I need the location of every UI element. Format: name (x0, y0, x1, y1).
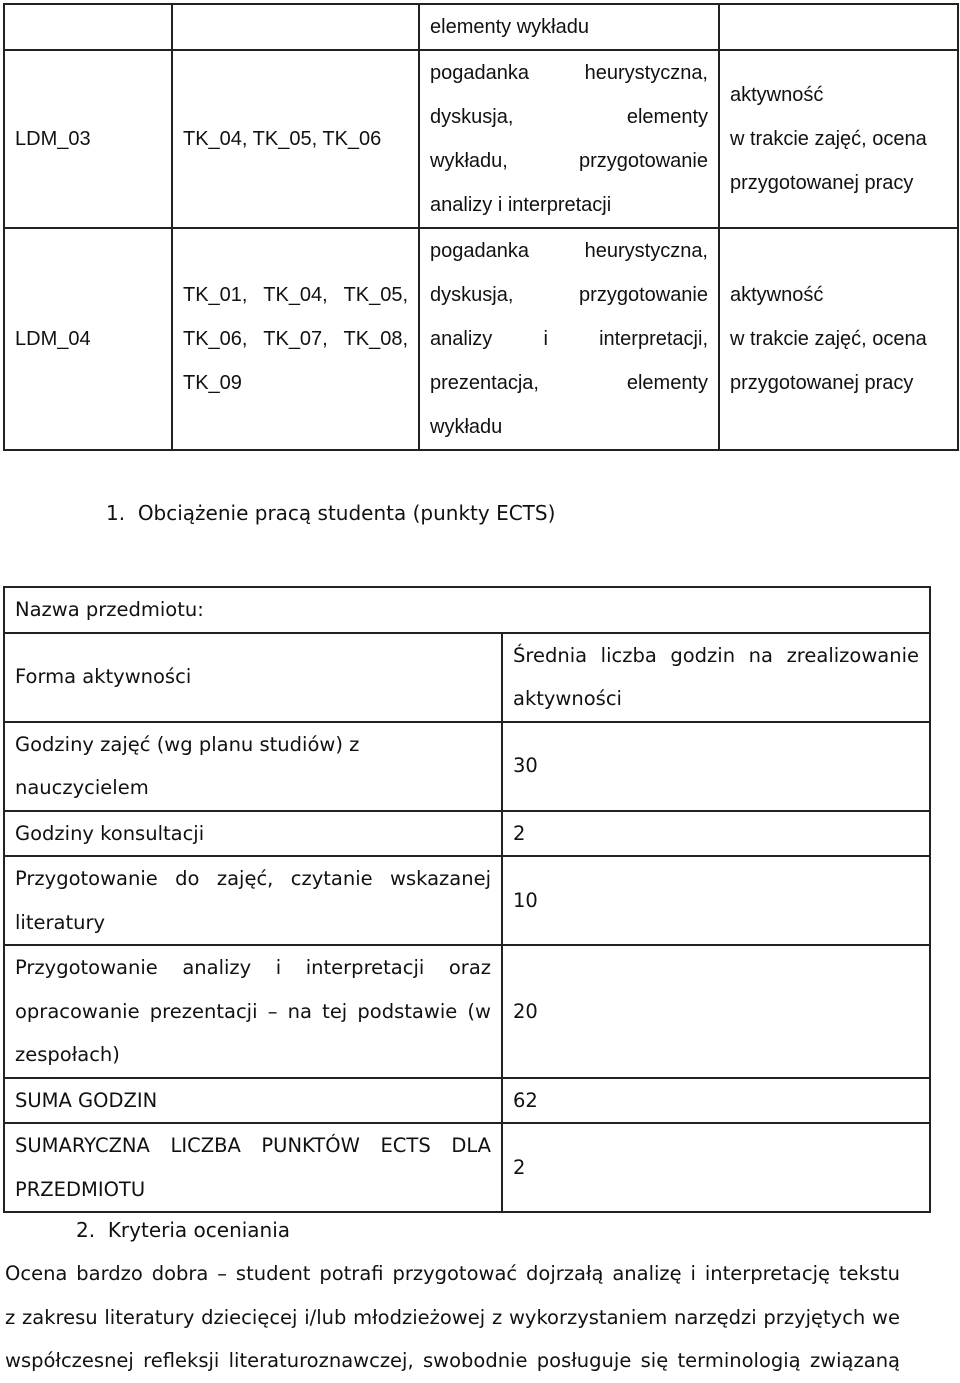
subject-name-label: Nazwa przedmiotu: (4, 587, 930, 633)
assessment-line: przygotowanej pracy (730, 372, 914, 394)
assessment-cell (719, 50, 958, 228)
table-row (4, 228, 958, 450)
table-row (4, 587, 930, 633)
activity-label: SUMA GODZIN (4, 1078, 502, 1124)
tk-line: TK_01, TK_04, TK_05, (183, 284, 408, 306)
methods-line: dyskusja, elementy (430, 106, 708, 128)
hours-value: 20 (502, 945, 930, 1078)
activity-label (4, 1123, 502, 1212)
assessment-line: w trakcie zajęć, ocena (730, 328, 927, 350)
methods-line: prezentacja, elementy (430, 372, 708, 394)
table-row (4, 722, 930, 811)
paragraph-line: Ocena bardzo dobra – student potrafi przygotować dojrzałą analizę i interpretację tekstu (5, 1262, 900, 1285)
tk-codes: TK_04, TK_05, TK_06 (172, 50, 419, 228)
section-number: 1. (106, 501, 126, 525)
methods-line: dyskusja, przygotowanie (430, 284, 708, 306)
table-header-row (4, 633, 930, 722)
paragraph-line: współczesnej refleksji literaturoznawczej, swobodnie posługuje się terminologią związaną (5, 1349, 900, 1372)
table-row (4, 1078, 930, 1124)
methods-cell: elementy wykładu (419, 4, 719, 50)
assessment-line: aktywność (730, 84, 824, 106)
column-header (502, 633, 930, 722)
section-title: Kryteria oceniania (107, 1218, 291, 1242)
assessment-line: przygotowanej pracy (730, 172, 914, 194)
tk-line: TK_09 (183, 372, 242, 394)
empty-cell (719, 4, 958, 50)
section-number: 2. (76, 1218, 96, 1242)
label-line: literatury (15, 910, 106, 934)
section-heading (76, 1218, 290, 1242)
methods-line: wykładu, przygotowanie (430, 150, 708, 172)
label-line: opracowanie prezentacji – na tej podstawie (w (15, 999, 491, 1023)
hours-value: 62 (502, 1078, 930, 1124)
assessment-line: aktywność (730, 284, 824, 306)
learning-outcomes-table (3, 3, 959, 451)
table-row (4, 811, 930, 857)
table-row (4, 50, 958, 228)
criteria-paragraph (5, 1252, 900, 1383)
activity-label: Godziny zajęć (wg planu studiów) z nauczycielem (4, 722, 502, 811)
assessment-line: w trakcie zajęć, ocena (730, 128, 927, 150)
methods-line: pogadanka heurystyczna, (430, 62, 708, 84)
methods-line: pogadanka heurystyczna, (430, 240, 708, 262)
label-line: PRZEDMIOTU (15, 1177, 146, 1201)
assessment-cell (719, 228, 958, 450)
ects-value: 2 (502, 1123, 930, 1212)
hours-value: 30 (502, 722, 930, 811)
hours-value: 10 (502, 856, 930, 945)
section-title: Obciążenie pracą studenta (punkty ECTS) (137, 501, 556, 525)
label-line: Przygotowanie analizy i interpretacji oraz (15, 956, 491, 979)
table-row (4, 1123, 930, 1212)
outcome-code: LDM_04 (4, 228, 172, 450)
empty-cell (172, 4, 419, 50)
activity-label: Godziny konsultacji (4, 811, 502, 857)
ects-table (3, 586, 931, 1213)
paragraph-line: z zakresu literatury dziecięcej i/lub młodzieżowej z wykorzystaniem narzędzi przyjętych we (5, 1305, 900, 1329)
methods-line: analizy i interpretacji, (430, 328, 708, 350)
methods-line: wykładu (430, 416, 503, 438)
methods-line: analizy i interpretacji (430, 194, 612, 216)
tk-line: TK_06, TK_07, TK_08, (183, 328, 408, 350)
section-heading (106, 501, 555, 525)
header-line: Średnia liczba godzin na zrealizowanie (513, 643, 920, 667)
header-line: aktywności (513, 687, 622, 710)
label-line: zespołach) (15, 1043, 120, 1066)
activity-label (4, 945, 502, 1078)
methods-cell (419, 228, 719, 450)
table-row (4, 856, 930, 945)
outcome-code: LDM_03 (4, 50, 172, 228)
activity-label (4, 856, 502, 945)
tk-codes (172, 228, 419, 450)
label-line: Przygotowanie do zajęć, czytanie wskazanej (15, 867, 491, 890)
empty-cell (4, 4, 172, 50)
table-row (4, 945, 930, 1078)
methods-cell (419, 50, 719, 228)
table-row (4, 4, 958, 50)
hours-value: 2 (502, 811, 930, 857)
label-line: SUMARYCZNA LICZBA PUNKTÓW ECTS DLA (15, 1134, 491, 1157)
column-header: Forma aktywności (4, 633, 502, 722)
